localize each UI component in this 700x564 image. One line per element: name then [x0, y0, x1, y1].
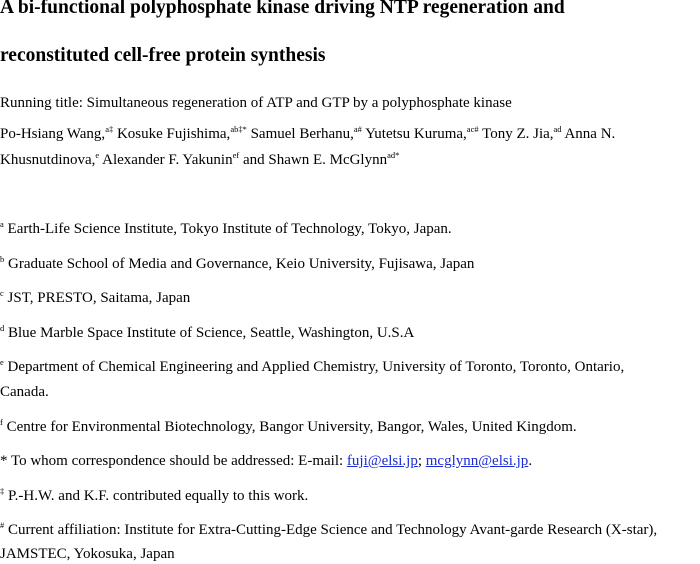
author-name: Anna N. — [561, 126, 616, 142]
current-affiliation-note — [0, 521, 657, 540]
author-name: Kosuke Fujishima, — [113, 126, 231, 142]
author-affiliation-mark: ac# — [466, 124, 479, 134]
affiliation-text: Department of Chemical Engineering and Applied Chemistry, University of Toronto, Toronto, Ontario, — [3, 359, 625, 375]
author-name: Yutetsu Kuruma, — [361, 126, 467, 142]
author-list-line-1 — [0, 125, 615, 144]
affiliation-text: Graduate School of Media and Governance, Keio University, Fujisawa, Japan — [4, 256, 475, 272]
author-affiliation-mark: ef — [232, 150, 240, 160]
correspondence-note — [0, 452, 532, 471]
equal-contribution-note — [0, 487, 308, 506]
affiliation-e-continued: Canada. — [0, 384, 49, 400]
author-list-line-2 — [0, 151, 399, 170]
author-name: Alexander F. Yakunin — [99, 152, 233, 168]
author-name: Samuel Berhanu, — [246, 126, 354, 142]
affiliation-mark: e — [0, 357, 4, 367]
affiliation-b — [0, 255, 474, 274]
author-affiliation-mark: e — [95, 150, 100, 160]
current-affiliation-text: Current affiliation: Institute for Extra-Cutting-Edge Science and Technology Avant-garde Research (X-star), — [4, 522, 658, 538]
author-affiliation-mark: ad* — [387, 150, 400, 160]
author-affiliation-mark: ad — [553, 124, 562, 134]
correspondence-suffix: . — [528, 453, 533, 469]
affiliation-mark: c — [0, 288, 4, 298]
affiliation-c — [0, 289, 190, 308]
affiliation-mark: b — [0, 254, 5, 264]
paper-title-line-1: A bi-functional polyphosphate kinase driving NTP regeneration and — [0, 0, 565, 18]
author-name: Tony Z. Jia, — [478, 126, 554, 142]
correspondence-prefix: * To whom correspondence should be addressed: E-mail: — [0, 453, 347, 469]
affiliation-mark: f — [0, 417, 3, 427]
affiliation-text: JST, PRESTO, Saitama, Japan — [3, 290, 191, 306]
author-name: and Shawn E. McGlynn — [239, 152, 388, 168]
affiliation-d — [0, 324, 414, 343]
affiliation-mark: a — [0, 219, 4, 229]
affiliation-mark: d — [0, 323, 5, 333]
affiliation-e — [0, 358, 624, 377]
email-link-fuji[interactable]: fuji@elsi.jp — [346, 453, 418, 469]
email-link-mcglynn[interactable]: mcglynn@elsi.jp — [425, 453, 529, 469]
affiliation-f — [0, 418, 577, 437]
affiliation-text: Earth-Life Science Institute, Tokyo Institute of Technology, Tokyo, Japan. — [3, 221, 452, 237]
affiliation-text: Centre for Environmental Biotechnology, Bangor University, Bangor, Wales, United Kingdom. — [2, 419, 577, 435]
affiliation-text: Blue Marble Space Institute of Science, Seattle, Washington, U.S.A — [4, 325, 415, 341]
double-dagger-mark: ‡ — [0, 486, 5, 496]
author-name: Khusnutdinova, — [0, 152, 96, 168]
email-separator: ; — [417, 453, 426, 469]
author-affiliation-mark: a‡ — [105, 124, 114, 134]
paper-title-line-2: reconstituted cell-free protein synthesis — [0, 45, 326, 66]
hash-mark: # — [0, 520, 5, 530]
author-affiliation-mark: ab‡* — [230, 124, 247, 134]
current-affiliation-continued: JAMSTEC, Yokosuka, Japan — [0, 546, 175, 562]
affiliation-a — [0, 220, 452, 239]
running-title: Running title: Simultaneous regeneration of ATP and GTP by a polyphosphate kinase — [0, 95, 512, 111]
author-affiliation-mark: a# — [353, 124, 362, 134]
author-name: Po-Hsiang Wang, — [0, 126, 106, 142]
equal-contribution-text: P.-H.W. and K.F. contributed equally to this work. — [4, 488, 309, 504]
